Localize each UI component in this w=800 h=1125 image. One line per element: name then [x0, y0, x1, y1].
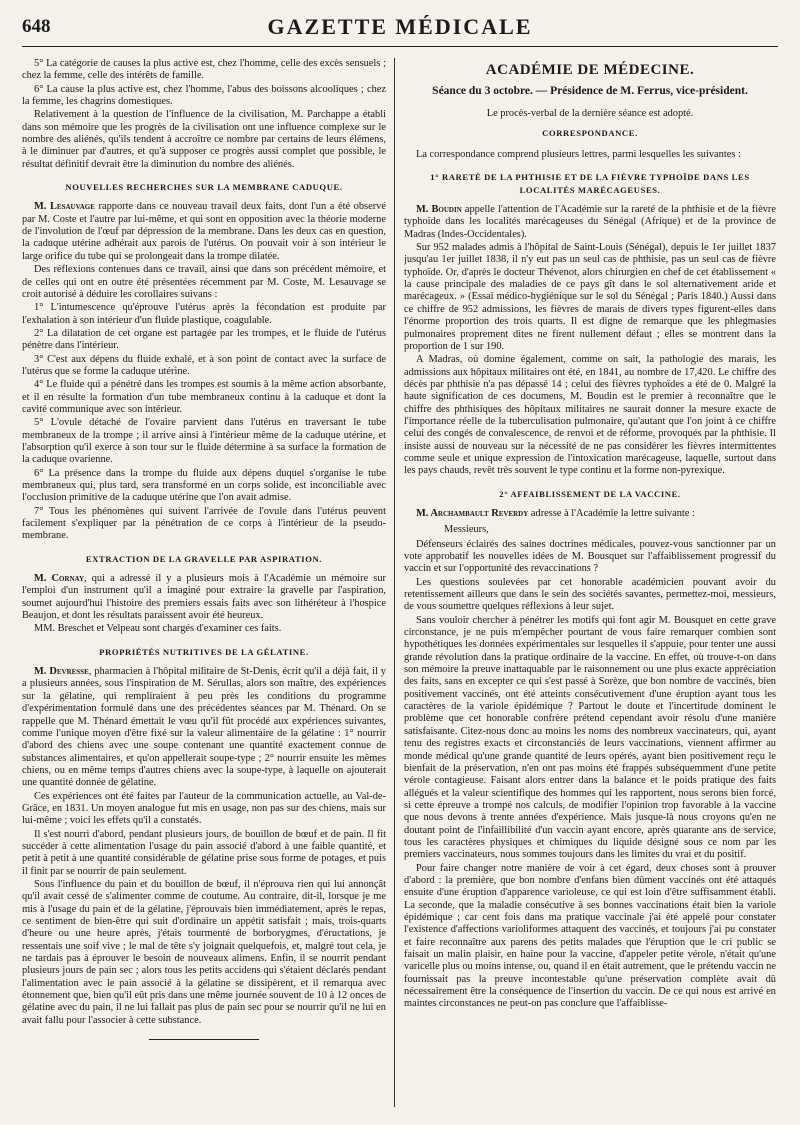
paragraph — [22, 573, 386, 622]
author-name: M. Boudin — [416, 204, 462, 216]
paragraph: La correspondance comprend plusieurs lettres, parmi lesquelles les suivantes : — [416, 149, 741, 161]
section-title: 1° RARETÉ DE LA PHTHISIE ET DE LA FIÈVRE TYPHOÏDE DANS LES LOCALITÉS MARÉCAGEUSES. — [430, 172, 750, 195]
author-name: M. Devresse — [34, 666, 89, 678]
column-divider — [394, 58, 395, 1107]
paragraph: 6° La cause la plus active est, chez l'homme, l'abus des boissons alcooliques ; chez la femme, les chagrins domestiques. — [22, 83, 386, 108]
author-name: M. Lesauvage — [34, 201, 95, 213]
paragraph: Sans vouloir chercher à pénétrer les motifs qui font agir M. Bousquet en cette grave circonstance, je ne puis m'empêcher pourtant de vous faire remarquer combien sont hypothétiques les données expérimentales sur lesquelles il s'appuie, pour tenter une aussi grande révolution dans la pratique ordinaire de la vaccine. En effet, où trouve-t-on dans son mémoire la preuve inattaquable par le raisonnement ou une plus exacte appréciation des faits, sans en excepter ce qui s'est passé à Sorèze, que bon nombre de vaccinés, bien positivement vaccinés, ont été atteints consécutivement d'une éruption ayant tous les caractères de la variole épidémique ? Partout le doute et l'incertitude dominent le problème que cet honorable confrère prétend cependant avoir résolu d'une manière satisfaisante. Citez-nous donc au moins les noms des nombreux vaccinateurs, qui, ayant tenu des registres exacts et circonstanciés de leurs vaccinations, viennent affirmer au monde médical qu'une grande quantité de leurs opérés, ayant bien positivement reçu le bienfait de la préservation, n'en ont pas moins été frappés subséquemment d'une petite vérole contagieuse. Faisant alors entrer dans la balance et le poids pratique des faits allégués et la valeur scientifique des hommes qui les rapportent, nous serons bien forcé, si cette épreuve a trompé nos calculs, de modifier l'opinion trop favorable à la vaccine que nous devons à trente années d'expérience. Mais jusque-là nous croyons qu'en ne doutant point de l'infaillibilité d'un vaccin ayant encore, après quarante ans de service, tous les caractères physiques et chimiques du liquide désigné sous ce nom par les premiers vaccinateurs, nous sommes toujours dans les limites du vrai et du positif. — [404, 614, 776, 861]
paragraph: 4° Le fluide qui a pénétré dans les trompes est soumis à la même action absorbante, et il en résulte la formation d'un tube membraneux continu à la caduque et dont la cavité communique avec son intérieur. — [22, 379, 386, 415]
paragraph — [404, 508, 776, 520]
paragraph-text: appelle l'attention de l'Académie sur la rareté de la phthisie et de la fièvre typhoïde dans les localités marécageuses du Sénégal (Afrique) et de la province de Madras (Indes-Occidentales). — [404, 204, 776, 240]
paragraph-text: adresse à l'Académie la lettre suivante : — [528, 507, 695, 519]
right-column — [404, 58, 776, 1107]
academy-title: ACADÉMIE DE MÉDECINE. — [485, 62, 695, 78]
paragraph — [22, 201, 386, 263]
paragraph: 7° Tous les phénomènes qui suivent l'arrivée de l'ovule dans l'utérus peuvent facilement s'expliquer par la pénétration de ce corps à l'intérieur de la pseudo-membrane. — [22, 505, 386, 542]
paragraph: Les questions soulevées par cet honorable académicien pouvant avoir du retentissement ailleurs que dans le sein des sociétés savantes, permettez-moi, messieurs, de vous soumettre quelques réflexions à leur sujet. — [404, 576, 776, 613]
session-heading: Séance du 3 octobre. — Présidence de M. Ferrus, vice-président. — [432, 85, 748, 98]
paragraph: 2° La dilatation de cet organe est partagée par les trompes, et le fluide de l'utérus pénètre dans l'intérieur. — [22, 327, 386, 352]
paragraph: MM. Breschet et Velpeau sont chargés d'examiner ces faits. — [34, 623, 282, 635]
paragraph: 3° C'est aux dépens du fluide exhalé, et à son point de contact avec la surface de l'utérus que se forme la caduque utérine. — [22, 353, 386, 377]
paragraph: 5° L'ovule détaché de l'ovaire parvient dans l'utérus en traversant le tube membraneux de la trompe ; il arrive ainsi à l'intérieur même de la caduque utérine, et l'absorption qu'il exerce à son tour sur le fluide détermine à sa surface la formation de la caduque ovarienne. — [22, 417, 386, 466]
section-title: CORRESPONDANCE. — [542, 127, 638, 138]
salutation: Messieurs, — [444, 524, 489, 536]
end-rule — [149, 1039, 259, 1040]
paragraph: Relativement à la question de l'influence de la civilisation, M. Parchappe a établi dans son mémoire que les progrès de la civilisation ont une influence complexe sur le nombre des aliénés, qu'ils tendent à accroître ce nombre par certains de leurs élémens, à le diminuer par d'autres, et qu'à supposer ce progrès aussi complet que possible, le résultat définitif devrait être la diminution du nombre des aliénés. — [22, 109, 386, 170]
paragraph-text: , qui a adressé il y a plusieurs mois à l'Académie un mémoire sur l'emploi d'un instrument qu'il a imaginé pour extraire la gravelle par l'aspiration, soumet aujourd'hui l'histoire des premiers essais faits avec son lithéréteur à l'hospice Beaujon, et dont les résultats paraissent avoir été heureux. — [22, 573, 386, 622]
paragraph: 1° L'intumescence qu'éprouve l'utérus après la fécondation est produite par l'exhalation à son intérieur d'un fluide plastique, coagulable. — [22, 302, 386, 326]
left-column — [22, 58, 386, 1107]
paragraph: Sur 952 malades admis à l'hôpital de Saint-Louis (Sénégal), depuis le 1er juillet 1837 jusqu'au 1er juillet 1838, il n'y eut pas un seul cas de phthisie, pas un seul cas de fièvre typhoïde. Or, d'après le docteur Thévenot, alors chirurgien en chef de cet établissement « la cause principale des maladies de ce pays gît dans le sol alternativement aride et marécageux. » (Essai médico-hygiénique sur le sol du Sénégal ; Paris 1840.) Aussi dans ce chiffre de 952 admissions, les fièvres de marais de divers types figurent-elles dans l'énorme proportion des trois quarts. Il est digne de remarque que les phlegmasies pulmonaires proprement dites ne firent nullement défaut ; elles se montrent dans la proportion de 1 sur 190. — [404, 242, 776, 352]
section-title: 2° AFFAIBLISSEMENT DE LA VACCINE. — [499, 488, 681, 499]
paragraph: Sous l'influence du pain et du bouillon de bœuf, il n'éprouva rien qui lui annonçât qu'il avait cessé de s'alimenter comme de coutume. Au contraire, dit-il, lorsque je me mis à l'usage du pain et de la gélatine, j'éprouvais bien immédiatement, après le repas, ce sentiment de bien-être qui suit d'ordinaire un appétit satisfait ; mais, trois-quarts d'heure ou une heure après, j'étais tourmenté de borborygmes, d'éructations, je ressentais une soif vive ; le mal de tête s'y joignait quelquefois, et, malgré tout cela, je ne tardais pas à éprouver le besoin de nouveaux alimens. Enfin, il se nourrit pendant plusieurs jours de pain sec ; alors tous les petits accidens qui s'étaient déclarés pendant l'alimentation avec le pain associé à la gélatine se dissipèrent, et il remarqua avec étonnement que, bien qu'il eût pris dans une même journée souvent de 10 à 12 onces de gélatine avec du pain, il ne lui fallait pas plus de pain sec pour se nourrir qu'il ne lui en avait fallu pour l'associer à cette substance. — [22, 878, 386, 1026]
paragraph: Il s'est nourri d'abord, pendant plusieurs jours, de bouillon de bœuf et de pain. Il fit succéder à cette alimentation l'usage du pain associé d'abord à une faible quantité, et petit à petit à une quantité considérable de gélatine prise sous forme de potages, et puis il finit par se nourrir de pain seulement. — [22, 828, 386, 877]
paragraph-text: , pharmacien à l'hôpital militaire de St-Denis, écrit qu'il a déjà fait, il y a plusieurs années, sous l'inspiration de M. Sérullas, alors son maître, des expériences sur la gélatine, qui rempliraient à peu près les conditions du programme d'expérimentation formulé dans une des précédentes séances par M. Thénard. On se rappelle que M. Thénard émettait le vœu qu'il fût procédé aux expériences suivantes, comme l'unique moyen d'être fixé sur la valeur alimentaire de la gélatine : 1° nourrir d'abord des chiens avec une soupe contenant une quantité exactement connue de substances alimentaires, et qu'on appellerait soupe-type ; 2° nourrir ensuite les mêmes chiens, ou en même temps d'autres chiens avec la soupe-type, à laquelle on ajouterait une quantité donnée de gélatine. — [22, 666, 386, 789]
paragraph: Pour faire changer notre manière de voir à cet égard, deux choses sont à prouver d'abord : la première, que bon nombre d'enfans bien dûment vaccinés ont été attaqués ensuite d'une éruption d'apparence varioleuse, ce qui est loin d'être suffisamment établi. La seconde, que la maladie consécutive à ses bonnes vaccinations était bien la variole épidémique ; car cent fois dans ma pratique vaccinale j'ai été appelé pour constater l'existence d'affections varioliformes attaquent des vaccinés, et toujours j'ai pu constater et faire reconnaître aux parens des petits malades que l'éruption que le cri public se faisait un malin plaisir, en haine pour la vaccine, d'appeler petite vérole, n'était qu'une varicelle plus ou moins intense, ou, quand il en était autrement, que le prétendu vaccin ne fournissait pas la preuve incontestable qu'une préservation complète avait dû nécessairement être la conséquence de l'insertion du vaccin. De ce qui nous est arrivé en maintes circonstances ne peut-on pas conclure que l'affaiblisse- — [404, 862, 776, 1010]
section-title: PROPRIÉTÉS NUTRITIVES DE LA GÉLATINE. — [99, 646, 309, 657]
proces-verbal: Le procès-verbal de la dernière séance est adopté. — [486, 108, 694, 120]
paragraph-text: rapporte dans ce nouveau travail deux faits, dont l'un a été observé par M. Coste et l'autre par lui-même, et qui sont en opposition avec la théorie moderne de l'involution de l'œuf par dépression de la membrane. Dans les deux cas en question, la caduque utérine adhérait aux parois de l'utérus. On pouvait voir à son intérieur le large orifice du tube qui se prolongeait dans la trompe dilatée. — [22, 201, 386, 262]
paragraph — [404, 204, 776, 241]
section-title: NOUVELLES RECHERCHES SUR LA MEMBRANE CADUQUE. — [65, 182, 343, 193]
paragraph: Défenseurs éclairés des saines doctrines médicales, pouvez-vous sanctionner par un vote approbatif les nouvelles idées de M. Bousquet sur l'affaiblissement progressif du vaccin et sur l'opportunité des revaccinations ? — [404, 538, 776, 575]
journal-title: GAZETTE MÉDICALE — [267, 14, 533, 39]
paragraph — [22, 666, 386, 789]
author-name: M. Archambault Reverdy — [416, 507, 529, 519]
page-header — [22, 12, 778, 47]
paragraph: Ces expériences ont été faites par l'auteur de la communication actuelle, au Val-de-Grâce, en 1831. Un moyen analogue fut mis en usage, non pas sur des chiens, mais sur lui-même ; voici les effets qu'il a constatés. — [22, 790, 386, 827]
paragraph: Des réflexions contenues dans ce travail, ainsi que dans son précédent mémoire, et de celles qui ont en outre été présentées récemment par M. Coste, M. Lesauvage se croit autorisé à déduire les corollaires suivans : — [22, 264, 386, 300]
author-name: M. Cornay — [34, 573, 85, 585]
page-number: 648 — [22, 16, 51, 37]
section-title: EXTRACTION DE LA GRAVELLE PAR ASPIRATION. — [85, 553, 323, 564]
paragraph: A Madras, où domine également, comme on sait, la pathologie des marais, les admissions aux hôpitaux militaires ont été, en 1841, au nombre de 17,420. Le chiffre des décès par phthisie n'a pas dépassé 14 ; celui des fièvres typhoïdes a été de 0. Malgré la haute signification de ces documens, M. Boudin est le premier à reconnaître que le chiffre des phthisiques des hôpitaux militaires ne saurait donner la mesure exacte de l'importance réelle de la tuberculisation pulmonaire, qu'autant que l'on joint à ce chiffre celui des congés de convalescence, de renvoi et de réforme, provoqués par la phthisie. Il insiste aussi de nouveau sur la nécessité de ne pas considérer les fièvres intermittentes comme seule et unique expression de l'intoxication marécageuse, laquelle, surtout dans les pays chauds, revêt très souvent le type continu et la forme non-pyrexique. — [404, 354, 776, 477]
paragraph: 5° La catégorie de causes la plus active est, chez l'homme, celle des excès sensuels ; chez la femme, celle des intérêts de famille. — [22, 58, 386, 82]
paragraph: 6° La présence dans la trompe du fluide aux dépens duquel s'organise le tube membraneux qui, plus tard, sera transformé en un corps solide, est inconciliable avec l'occlusion primitive de la caduque utérine que l'on avait admise. — [22, 467, 386, 504]
